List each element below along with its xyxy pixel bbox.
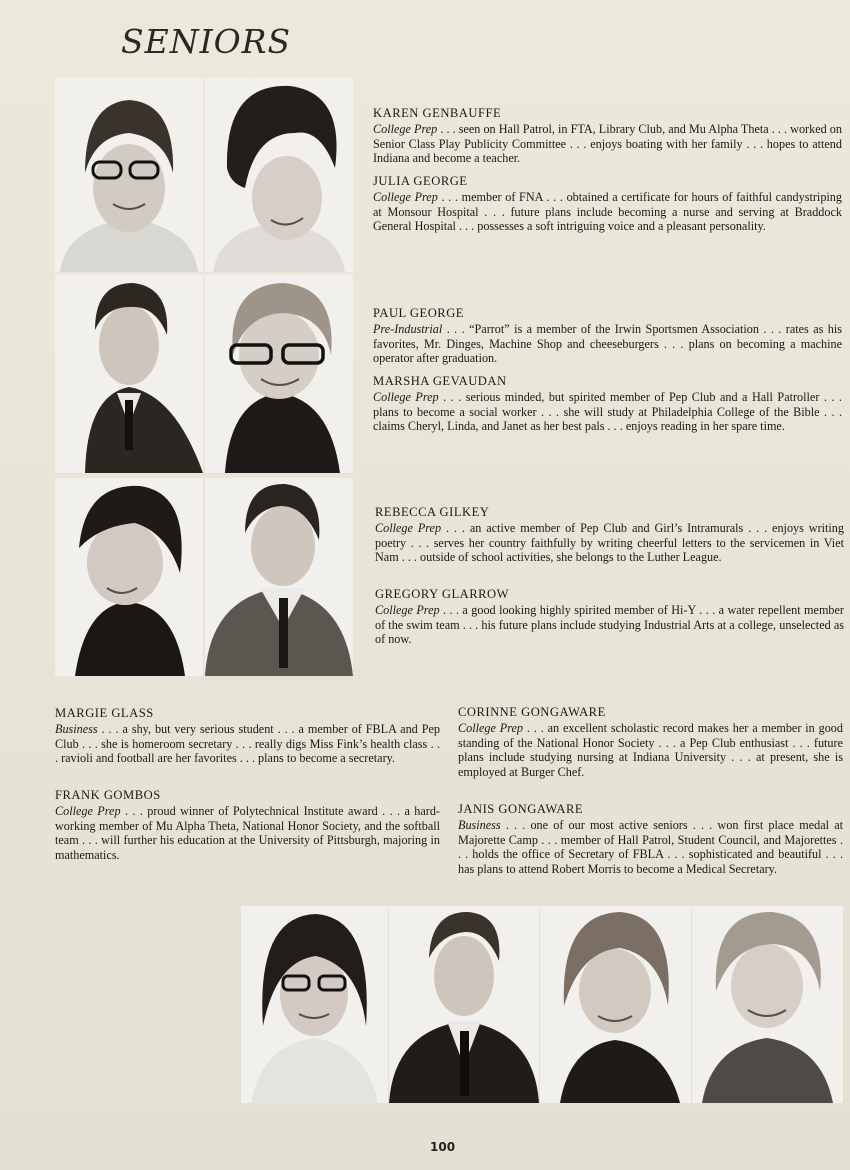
course-label: College Prep bbox=[458, 721, 524, 736]
senior-name: MARSHA GEVAUDAN bbox=[373, 374, 507, 388]
senior-text: . . . an excellent scholastic record makes her a member in good standing of the National Honor Society . . . a Pep Club enthusiast . . . future plans include studying nursing at Indiana University . . . at present, she is employed at Burger Chef. bbox=[458, 721, 843, 779]
senior-entry bbox=[375, 587, 844, 647]
senior-entry bbox=[373, 306, 842, 366]
course-label: College Prep bbox=[373, 390, 439, 405]
course-label: College Prep bbox=[375, 603, 440, 618]
senior-description bbox=[458, 818, 843, 876]
senior-entry bbox=[55, 706, 440, 766]
portrait-julia-george bbox=[205, 78, 353, 272]
senior-description bbox=[375, 603, 844, 646]
senior-name: MARGIE GLASS bbox=[55, 706, 154, 720]
senior-entry bbox=[458, 705, 843, 779]
senior-text: . . . a good looking highly spirited member of Hi-Y . . . a water repellent member of the swim team . . . his future plans include studying Industrial Arts at a college, unselected as of now. bbox=[375, 603, 844, 647]
course-label: College Prep bbox=[373, 190, 438, 205]
senior-description bbox=[458, 721, 843, 779]
senior-entry bbox=[373, 106, 842, 166]
course-label: College Prep bbox=[375, 521, 442, 536]
senior-text: . . . an active member of Pep Club and Girl’s Intramurals . . . enjoys writing poetry . . . serves her country faithfully by writing cheerful letters to the servicemen in Viet Nam . . . outside of school activities, she belongs to the Luther League. bbox=[375, 521, 844, 565]
senior-name: CORINNE GONGAWARE bbox=[458, 705, 606, 719]
senior-text: . . . member of FNA . . . obtained a certificate for hours of faithful candystriping at Monsour Hospital . . . future plans include becoming a nurse and serving at Braddock General Hospital . . . possesses a soft intriguing voice and a pleasant personality. bbox=[373, 190, 842, 234]
senior-name: PAUL GEORGE bbox=[373, 306, 464, 320]
portrait-frank-gombos bbox=[389, 906, 539, 1103]
senior-text: . . . one of our most active seniors . . . won first place medal at Majorette Camp . . . member of Hall Patrol, Student Council, and Majorettes . . . holds the office of Secretary of FBLA . . . sophisticated and beautiful . . . has plans to attend Robert Morris to become a Medical Secretary. bbox=[458, 818, 843, 876]
senior-text: . . . a shy, but very serious student . . . a member of FBLA and Pep Club . . . she is homeroom secretary . . . really digs Miss Fink’s health class . . . ravioli and football are her favorites . . . plans to become a secretary. bbox=[55, 722, 440, 766]
senior-name: JANIS GONGAWARE bbox=[458, 802, 584, 816]
senior-name: FRANK GOMBOS bbox=[55, 788, 161, 802]
senior-name: JULIA GEORGE bbox=[373, 174, 468, 188]
senior-name: KAREN GENBAUFFE bbox=[373, 106, 502, 120]
portrait-margie-glass bbox=[241, 906, 388, 1103]
course-label: College Prep bbox=[55, 804, 121, 819]
senior-text: . . . proud winner of Polytechnical Institute award . . . a hard-working member of Mu Alpha Theta, National Honor Society, and the softball team . . . will further his education at the University of Pittsburgh, majoring in mathematics. bbox=[55, 804, 440, 862]
portrait-rebecca-gilkey bbox=[55, 478, 203, 676]
course-label: Business bbox=[458, 818, 501, 833]
course-label: College Prep bbox=[373, 122, 438, 137]
senior-description bbox=[373, 390, 842, 433]
senior-entry bbox=[373, 374, 842, 434]
senior-description bbox=[55, 804, 440, 862]
senior-description bbox=[373, 190, 842, 233]
page-number: 100 bbox=[430, 1140, 456, 1154]
portrait-paul-george bbox=[55, 275, 203, 473]
course-label: Pre-Industrial bbox=[373, 322, 443, 337]
senior-entry bbox=[375, 505, 844, 565]
senior-entry bbox=[55, 788, 440, 862]
senior-description bbox=[55, 722, 440, 765]
senior-text: . . . “Parrot” is a member of the Irwin Sportsmen Association . . . rates as his favorites, Mr. Dinges, Machine Shop and cheeseburgers . . . plans on becoming a machine operator after graduation. bbox=[373, 322, 842, 366]
senior-description bbox=[375, 521, 844, 564]
senior-entry bbox=[458, 802, 843, 876]
portrait-marsha-gevaudan bbox=[205, 275, 353, 473]
course-label: Business bbox=[55, 722, 98, 737]
portrait-corinne-gongaware bbox=[540, 906, 691, 1103]
senior-name: GREGORY GLARROW bbox=[375, 587, 510, 601]
portrait-karen-genbauffe bbox=[55, 78, 203, 272]
senior-text: . . . serious minded, but spirited member of Pep Club and a Hall Patroller . . . plans to become a social worker . . . she will study at Philadelphia College of the Bible . . . claims Cheryl, Linda, and Janet as her best pals . . . enjoys reading in her spare time. bbox=[373, 390, 842, 434]
senior-text: . . . seen on Hall Patrol, in FTA, Library Club, and Mu Alpha Theta . . . worked on Senior Class Play Publicity Committee . . . enjoys boating with her family . . . hopes to attend Indiana and become a teacher. bbox=[373, 122, 842, 166]
portrait-janis-gongaware bbox=[692, 906, 843, 1103]
senior-description bbox=[373, 122, 842, 165]
portrait-gregory-glarrow bbox=[205, 478, 353, 676]
page-title: SENIORS bbox=[121, 22, 292, 61]
senior-description bbox=[373, 322, 842, 365]
senior-name: REBECCA GILKEY bbox=[375, 505, 490, 519]
senior-entry bbox=[373, 174, 842, 234]
